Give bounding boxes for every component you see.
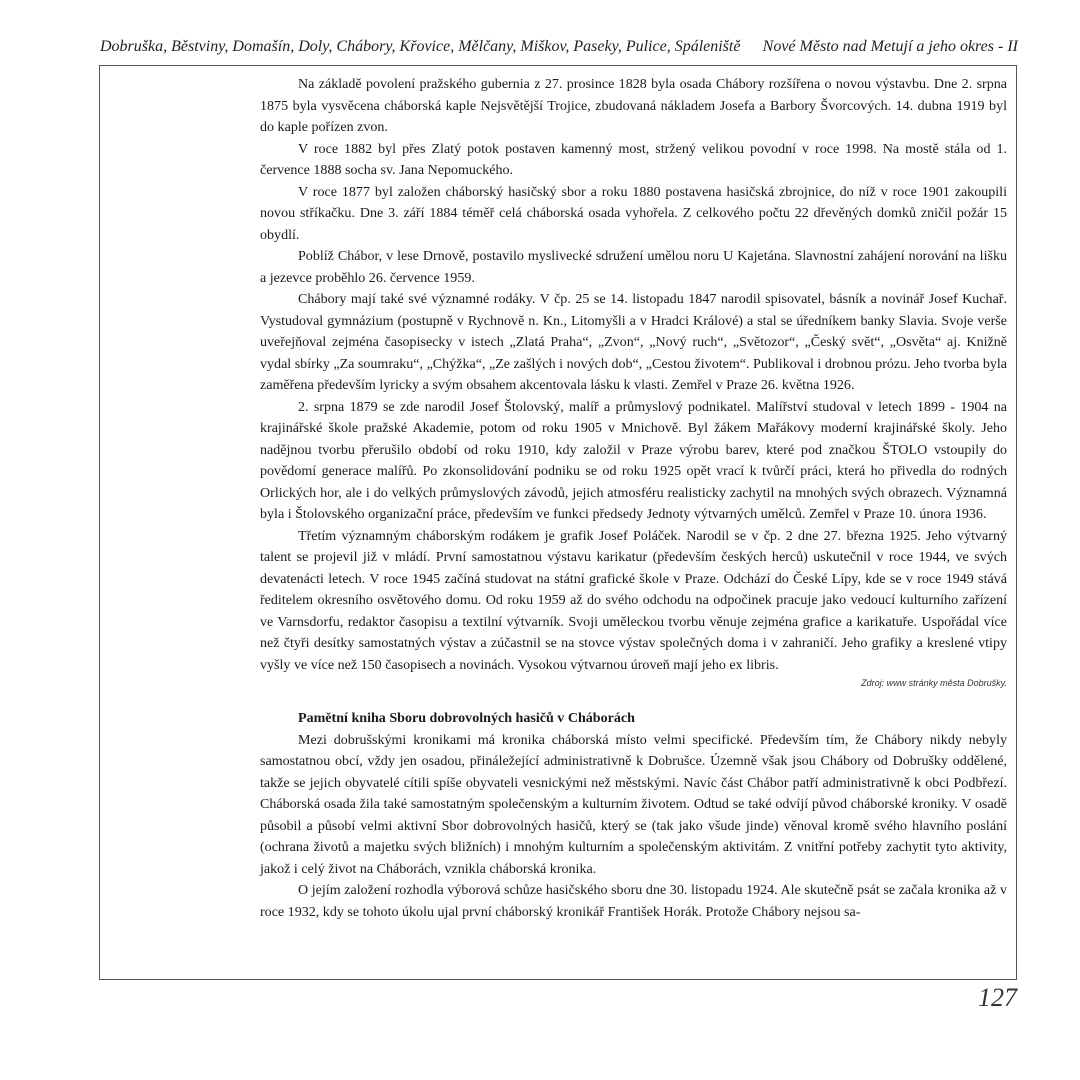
paragraph: V roce 1882 byl přes Zlatý potok postaven kamenný most, stržený velikou povodní v roce 1998. Na mostě stála od 1. července 1888 socha sv. Jana Nepomuckého. (260, 140, 1007, 178)
header-left: Dobruška, Běstviny, Domašín, Doly, Chábory, Křovice, Mělčany, Miškov, Paseky, Pulice, Spáleniště (100, 38, 741, 55)
section-gap (260, 690, 1007, 708)
paragraph: Poblíž Chábor, v lese Drnově, postavilo myslivecké sdružení umělou noru U Kajetána. Slavnostní zahájení norování na lišku a jezevce proběhlo 26. července 1959. (260, 248, 1007, 286)
running-header (100, 38, 1018, 56)
paragraph: Třetím významným cháborským rodákem je grafik Josef Poláček. Narodil se v čp. 2 dne 27. března 1925. Jeho výtvarný talent se projevil již v mládí. První samostatnou výstavu karikatur (především českých herců) uskutečnil v roce 1944, ve svých devatenácti letech. V roce 1945 začíná studovat na státní grafické škole v Praze. Odchází do České Lípy, kde se v roce 1949 stává ředitelem okresního osvětového domu. Od roku 1959 až do svého odchodu na odpočinek pracuje jako vedoucí kulturního zařízení ve Varnsdorfu, redaktor časopisu a textilní výtvarník. Svoji uměleckou tvorbu věnuje zejména grafice a karikatuře. Uspořádal více než čtyři desítky samostatných výstav a zúčastnil se na stovce výstav společných doma i v zahraničí. Jeho grafiky a kreslené vtipy vyšly ve více než 150 časopisech a novinách. Vysokou výtvarnou úroveň mají jeho ex libris. (260, 527, 1007, 673)
paragraph: 2. srpna 1879 se zde narodil Josef Štolovský, malíř a průmyslový podnikatel. Malířství studoval v letech 1899 - 1904 na krajinářské škole pražské Akademie, potom od roku 1905 v Mnichově. Byl žákem Mařákovy moderní krajinářské školy. Jeho nadějnou tvorbu přerušilo období od roku 1910, kdy založil v Praze výrobu barev, které pod značkou ŠTOLO vstoupily do povědomí generace malířů. Po zkonsolidování podniku se od roku 1925 opět vrací k tvůrčí práci, která ho přivedla do rodných Orlických hor, ale i do velkých průmyslových závodů, jejich atmosféru realisticky zachytil na mnohých svých obrazech. Významná byla i Štolovského organizační práce, především ve funkci předsedy Jednoty výtvarných umělců. Zemřel v Praze 10. února 1936. (260, 398, 1007, 522)
paragraph: Na základě povolení pražského gubernia z 27. prosince 1828 byla osada Chábory rozšířena o novou výstavbu. Dne 2. srpna 1875 byla vysvěcena cháborská kaple Nejsvětější Trojice, zbudovaná nákladem Josefa a Barbory Švorcových. 14. dubna 1919 byl do kaple pořízen zvon. (260, 76, 1007, 135)
source-note: Zdroj: www stránky města Dobrušky. (861, 678, 1007, 688)
section-heading: Pamětní kniha Sboru dobrovolných hasičů v Cháborách (298, 710, 635, 726)
paragraph: Chábory mají také své významné rodáky. V čp. 25 se 14. listopadu 1847 narodil spisovatel, básník a novinář Josef Kuchař. Vystudoval gymnázium (postupně v Rychnově n. Kn., Litomyšli a v Hradci Králové) a stal se úředníkem banky Slavia. Svoje verše uveřejňoval zejména časopisecky v istech „Zlatá Praha“, „Zvon“, „Nový ruch“, „Světozor“, „Český svět“, „Osvěta“ aj. Knižně vydal sbírky „Za soumraku“, „Chýžka“, „Ze zašlých i nových dob“, „Cestou životem“. Publikoval i drobnou prózu. Jeho tvorba byla zaměřena především lyricky a svým obsahem akcentovala lásku k vlasti. Zemřel v Praze 26. května 1926. (260, 291, 1008, 393)
header-right: Nové Město nad Metují a jeho okres - II (762, 38, 1018, 55)
text-column (260, 74, 1007, 923)
page-number: 127 (978, 983, 1017, 1012)
page-frame (99, 65, 1017, 980)
paragraph: Mezi dobrušskými kronikami má kronika cháborská místo velmi specifické. Především tím, že Chábory nikdy nebyly samostatnou obcí, vždy jen osadou, přináležející administrativně k Dobrušce. Územně však jsou Chábory od Dobrušky oddělené, takže se jejich obyvatelé cítili spíše obyvateli vesnickými než městskými. Navíc část Chábor patří administrativně k obci Podbřezí. Cháborská osada žila také samostatným společenským a kulturním životem. Odtud se také odvíjí původ cháborské kroniky. V osadě působil a působí velmi aktivní Sbor dobrovolných hasičů, který se (tak jako všude jinde) věnoval kromě svého hlavního poslání (ochrana životů a majetku svých bližních) i mnohým kulturním a společenským aktivitám. Z vnitřní potřeby zachytit tyto aktivity, jakož i celý život na Cháborách, vznikla cháborská kronika. (260, 731, 1007, 877)
paragraph: V roce 1877 byl založen cháborský hasičský sbor a roku 1880 postavena hasičská zbrojnice, do níž v roce 1901 zakoupili novou stříkačku. Dne 3. září 1884 téměř celá cháborská osada vyhořela. Z celkového počtu 22 dřevěných domků zničil požár 15 obydlí. (260, 183, 1007, 243)
paragraph: O jejím založení rozhodla výborová schůze hasičského sboru dne 30. listopadu 1924. Ale skutečně psát se začala kronika až v roce 1932, kdy se tohoto úkolu ujal první cháborský kronikář František Horák. Protože Chábory nejsou sa- (260, 882, 1007, 920)
